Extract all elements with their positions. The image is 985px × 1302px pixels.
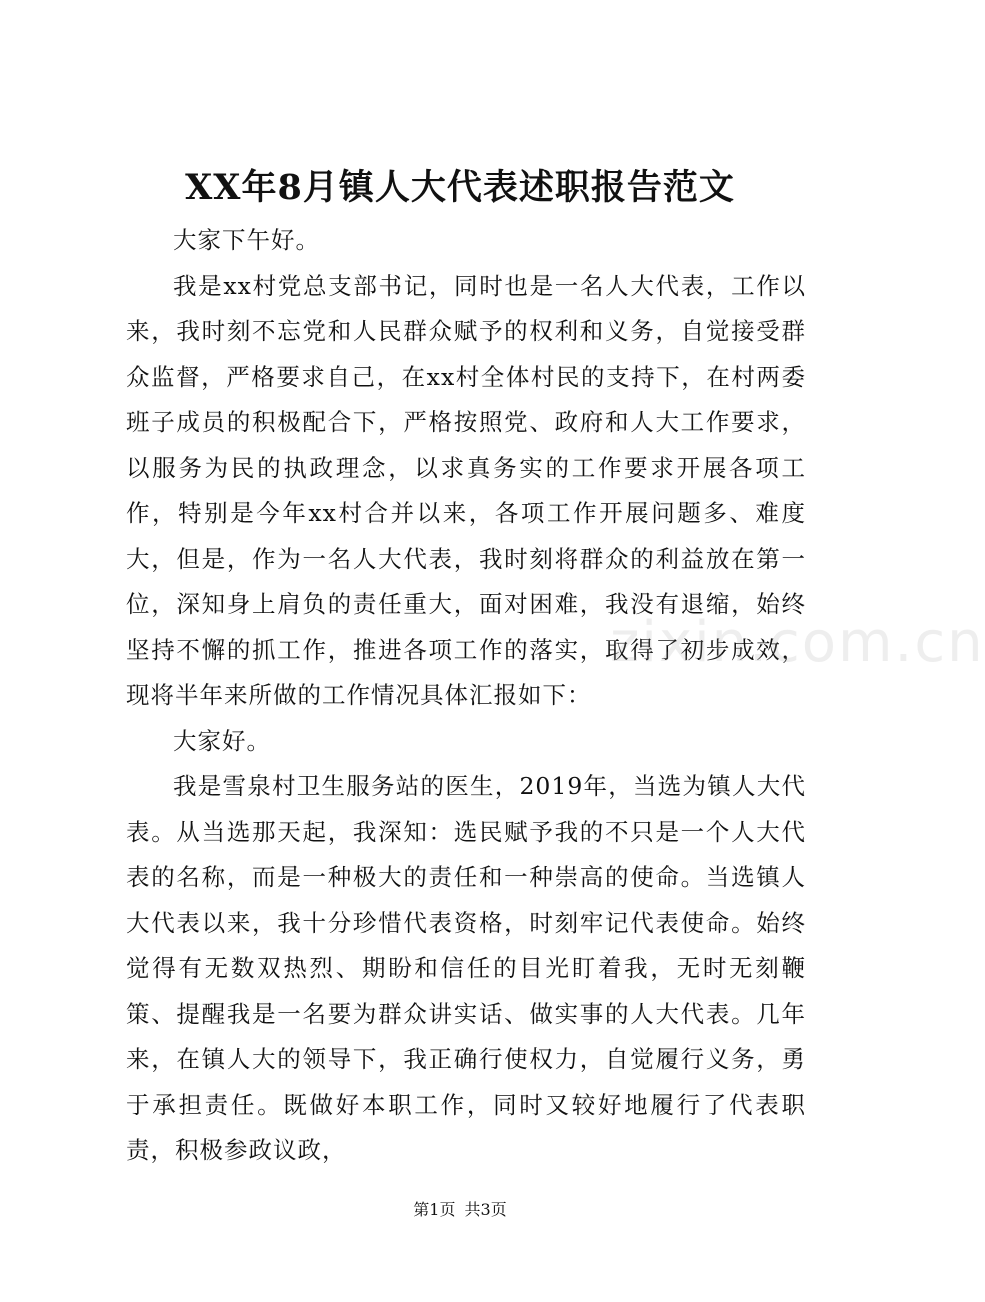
paragraph-4: 我是雪泉村卫生服务站的医生，2019年，当选为镇人大代表。从当选那天起，我深知：选民赋予我的不只是一个人大代表的名称，而是一种极大的责任和一种崇高的使命。当选镇人大代表以来，我十分珍惜代表资格，时刻牢记代表使命。始终觉得有无数双热烈、期盼和信任的目光盯着我，无时无刻鞭策、提醒我是一名要为群众讲实话、做实事的人大代表。几年来，在镇人大的领导下，我正确行使权力，自觉履行义务，勇于承担责任。既做好本职工作，同时又较好地履行了代表职责，积极参政议政， [126,772,806,1164]
page-total: 共3页 [464,1200,507,1219]
page-number: 第1页 [413,1200,456,1219]
paragraph-2: 我是xx村党总支部书记，同时也是一名人大代表，工作以来，我时刻不忘党和人民群众赋予的权利和义务，自觉接受群众监督，严格要求自己，在xx村全体村民的支持下，在村两委班子成员的积极配合下，严格按照党、政府和人大工作要求，以服务为民的执政理念，以求真务实的工作要求开展各项工作，特别是今年xx村合并以来，各项工作开展问题多、难度大，但是，作为一名人大代表，我时刻将群众的利益放在第一位，深知身上肩负的责任重大，面对困难，我没有退缩，始终坚持不懈的抓工作，推进各项工作的落实，取得了初步成效，现将半年来所做的工作情况具体汇报如下： [126,271,806,709]
document-body [126,218,806,1174]
paragraph-1: 大家下午好。 [173,226,320,254]
document-title: XX年8月镇人大代表述职报告范文 [185,167,735,208]
paragraph-3: 大家好。 [173,726,271,755]
page-footer [0,1198,920,1222]
watermark: zixin.com.cn [610,610,985,675]
